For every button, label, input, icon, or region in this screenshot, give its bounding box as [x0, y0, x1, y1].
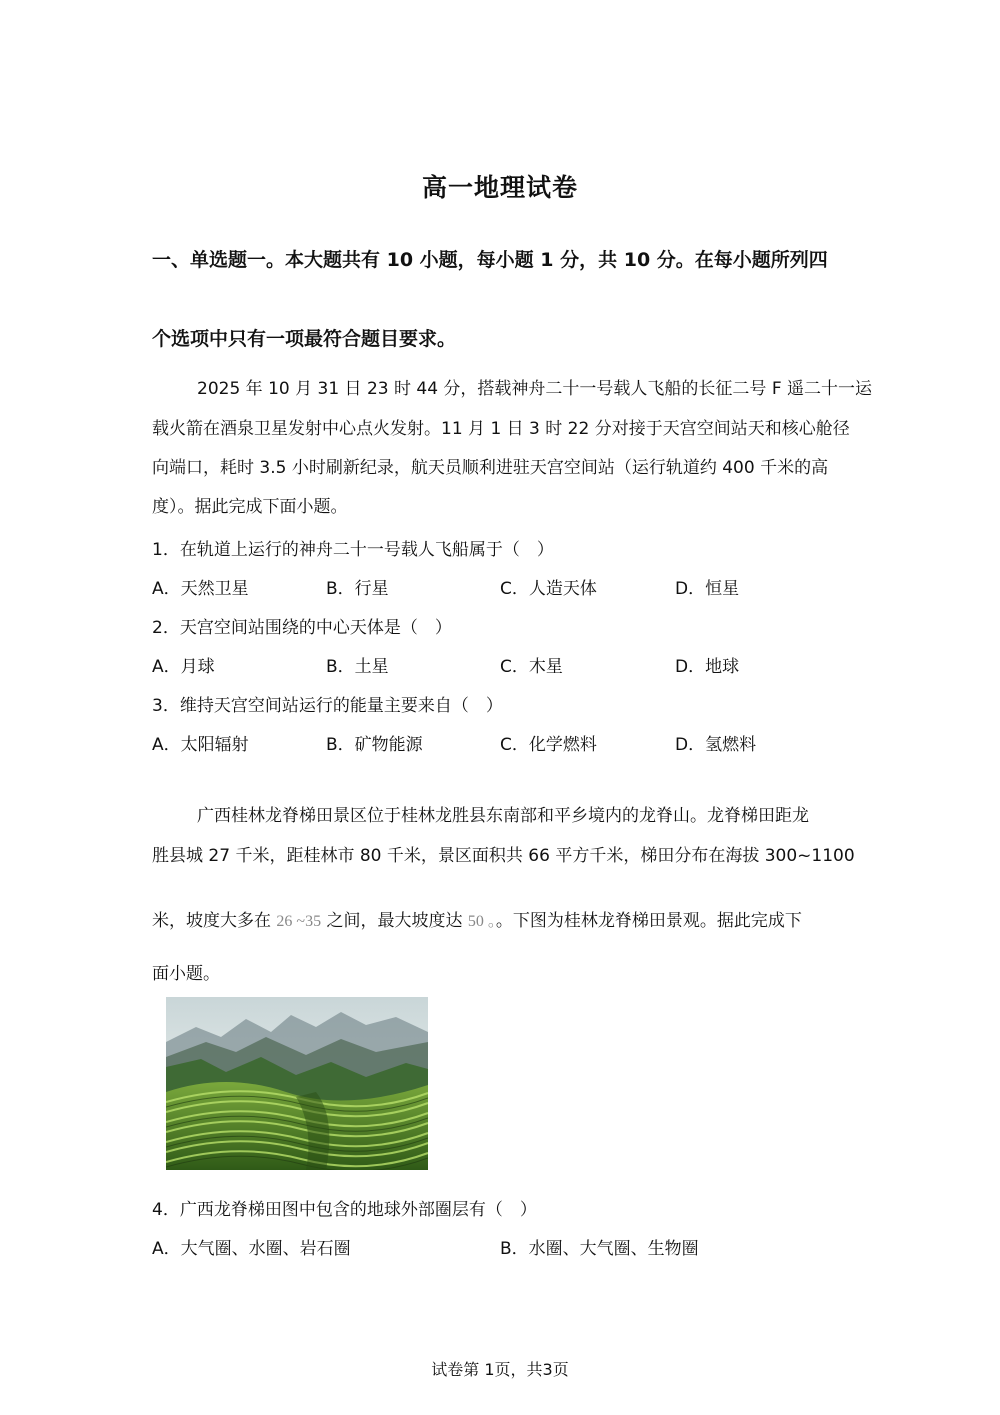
passage2-line3-part1: 米，坡度大多在 [152, 911, 271, 931]
q3-option-c[interactable]: C．化学燃料 [500, 735, 597, 755]
question-1-stem: 1．在轨道上运行的神舟二十一号载人飞船属于（ ） [152, 540, 554, 560]
q4-option-a[interactable]: A．大气圈、水圈、岩石圈 [152, 1239, 351, 1259]
passage1-line1: 2025 年 10 月 31 日 23 时 44 分，搭载神舟二十一号载人飞船的长征二号 F 遥二十一运 [197, 379, 873, 399]
q3-option-a[interactable]: A．太阳辐射 [152, 735, 249, 755]
passage2-line3-part3: 。下图为桂林龙脊梯田景观。据此完成下 [495, 911, 802, 931]
q1-option-b[interactable]: B．行星 [326, 579, 389, 599]
passage1-line2: 载火箭在酒泉卫星发射中心点火发射。11 月 1 日 3 时 22 分对接于天宫空间站天和核心舱径 [152, 419, 850, 439]
passage2-line4: 面小题。 [152, 964, 220, 984]
page-footer: 试卷第 1页，共3页 [431, 1360, 569, 1379]
q2-option-a[interactable]: A．月球 [152, 657, 215, 677]
q2-option-b[interactable]: B．土星 [326, 657, 389, 677]
q2-option-d[interactable]: D．地球 [675, 657, 740, 677]
section-heading-line1: 一、单选题一。本大题共有 10 小题，每小题 1 分，共 10 分。在每小题所列四 [152, 249, 828, 271]
q1-option-a[interactable]: A．天然卫星 [152, 579, 249, 599]
passage2-line2: 胜县城 27 千米，距桂林市 80 千米，景区面积共 66 平方千米，梯田分布在海拔 300~1100 [152, 846, 855, 866]
q1-option-c[interactable]: C．人造天体 [500, 579, 597, 599]
q4-option-b[interactable]: B．水圈、大气圈、生物圈 [500, 1239, 699, 1259]
q2-option-c[interactable]: C．木星 [500, 657, 563, 677]
passage2-line1: 广西桂林龙脊梯田景区位于桂林龙胜县东南部和平乡境内的龙脊山。龙脊梯田距龙 [197, 806, 809, 826]
slope-range-value: 26 ~35 [276, 913, 322, 930]
slope-max-value: 50 。 [467, 913, 496, 930]
question-4-stem: 4．广西龙脊梯田图中包含的地球外部圈层有（ ） [152, 1200, 537, 1220]
q3-option-d[interactable]: D．氢燃料 [675, 735, 757, 755]
passage2-line3-part2: 之间，最大坡度达 [326, 911, 463, 931]
passage1-line3: 向端口，耗时 3.5 小时刷新纪录，航天员顺利进驻天宫空间站（运行轨道约 400 千米的高 [152, 458, 829, 478]
question-2-stem: 2．天宫空间站围绕的中心天体是（ ） [152, 618, 452, 638]
rice-terrace-photo [166, 997, 428, 1170]
q1-option-d[interactable]: D．恒星 [675, 579, 740, 599]
passage2-line3 [152, 910, 802, 933]
q3-option-b[interactable]: B．矿物能源 [326, 735, 423, 755]
section-heading-line2: 个选项中只有一项最符合题目要求。 [152, 328, 457, 350]
question-3-stem: 3．维持天宫空间站运行的能量主要来自（ ） [152, 696, 503, 716]
exam-title: 高一地理试卷 [421, 173, 578, 202]
passage1-line4: 度）。据此完成下面小题。 [152, 497, 348, 517]
